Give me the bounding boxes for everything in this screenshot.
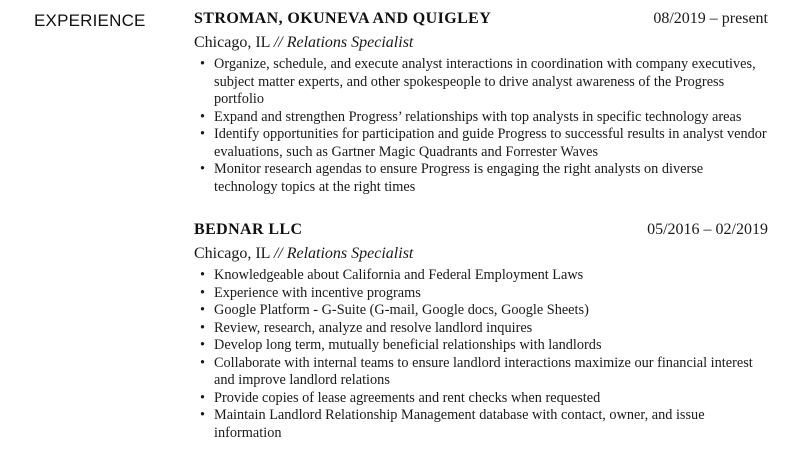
role-separator: // [273, 34, 283, 51]
role-separator: // [273, 245, 283, 262]
bullet-item: • Review, research, analyze and resolve landlord inquires [214, 320, 768, 338]
job-header [194, 10, 768, 32]
job-bullets [194, 267, 768, 442]
job-dates: 08/2019 – present [653, 10, 768, 27]
job-location-role [194, 32, 768, 54]
job-bullets [194, 56, 768, 196]
experience-list [194, 10, 768, 442]
company-name: BEDNAR LLC [194, 221, 303, 238]
job-entry [194, 221, 768, 442]
job-dates: 05/2016 – 02/2019 [647, 221, 768, 238]
bullet-item: • Maintain Landlord Relationship Management database with contact, owner, and issue information [214, 407, 768, 442]
bullet-item: • Collaborate with internal teams to ensure landlord interactions maximize our financial interest and improve landlord relations [214, 355, 768, 390]
bullet-item: • Expand and strengthen Progress’ relationships with top analysts in specific technology areas [214, 109, 768, 127]
job-entry [194, 10, 768, 196]
bullet-item: • Google Platform - G-Suite (G-mail, Google docs, Google Sheets) [214, 302, 768, 320]
job-role: Relations Specialist [286, 34, 414, 51]
job-location: Chicago, IL [194, 245, 270, 262]
bullet-item: • Provide copies of lease agreements and rent checks when requested [214, 390, 768, 408]
job-role: Relations Specialist [286, 245, 414, 262]
job-location: Chicago, IL [194, 34, 270, 51]
bullet-item: • Experience with incentive programs [214, 285, 768, 303]
job-header [194, 221, 768, 243]
bullet-item: • Knowledgeable about California and Federal Employment Laws [214, 267, 768, 285]
company-name: STROMAN, OKUNEVA AND QUIGLEY [194, 10, 492, 27]
bullet-item: • Monitor research agendas to ensure Progress is engaging the right analysts on diverse technology topics at the right times [214, 161, 768, 196]
bullet-item: • Organize, schedule, and execute analyst interactions in coordination with company executives, subject matter experts, and other spokespeople to drive analyst awareness of the Progress portfolio [214, 56, 768, 109]
job-location-role [194, 243, 768, 265]
bullet-item: • Develop long term, mutually beneficial relationships with landlords [214, 337, 768, 355]
bullet-item: • Identify opportunities for participation and guide Progress to successful results in analyst vendor evaluations, such as Gartner Magic Quadrants and Forrester Waves [214, 126, 768, 161]
section-title: EXPERIENCE [34, 11, 146, 30]
